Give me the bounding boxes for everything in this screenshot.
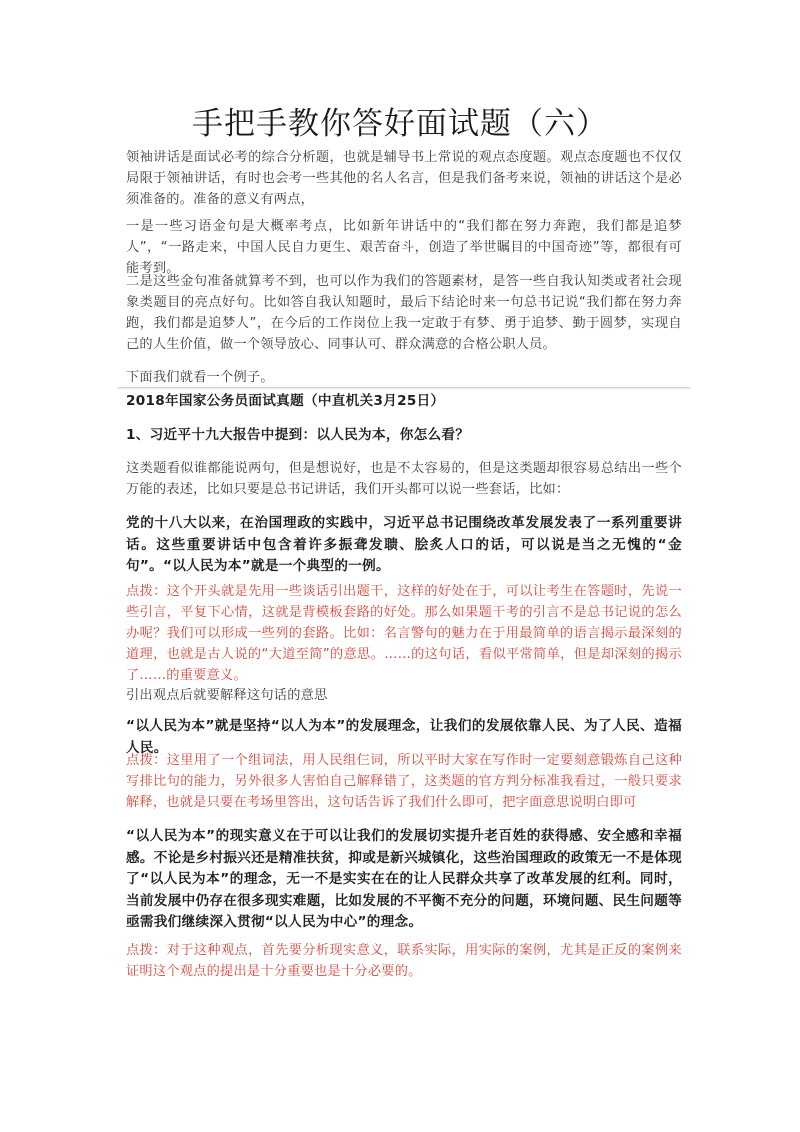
point-two-paragraph: 二是这些金句准备就算考不到，也可以作为我们的答题素材，是答一些自我认知类或者社会现象类题目的亮点好句。比如答自我认知题时，最后下结论时来一句总书记说“我们都在努力奔跑，我们都是追梦人”，在今后的工作岗位上我一定敢于有梦、勇于追梦、勤于圆梦，实现自己的人生价值，做一个领导放心、同事认可、群众满意的合格公职人员。 bbox=[126, 274, 682, 352]
exam-heading: 2018年国家公务员面试真题（中直机关3月25日） bbox=[126, 393, 445, 409]
tip-paragraph-1: 点拨：这个开头就是先用一些谈话引出题干，这样的好处在于，可以让考生在答题时，先说一些引言，平复下心情，这就是背模板套路的好处。那么如果题干考的引言不是总书记说的怎么办呢？我们可以形成一些列的套路。比如：名言警句的魅力在于用最简单的语言揭示最深刻的道理，也就是古人说的“大道至简”的意思。……的这句话，看似平常简单，但是却深刻的揭示了……的重要意义。 bbox=[126, 584, 682, 683]
analysis-paragraph: 这类题看似谁都能说两句，但是想说好，也是不太容易的，但是这类题却很容易总结出一些个万能的表述，比如只要是总书记讲话，我们开头都可以说一些套话，比如： bbox=[126, 461, 682, 497]
section-divider bbox=[118, 387, 690, 388]
page-title: 手把手教你答好面试题（六） bbox=[192, 106, 608, 142]
answer-explanation: “以人民为本”就是坚持“以人为本”的发展理念，让我们的发展依靠人民、为了人民、造福人民。 bbox=[126, 718, 682, 756]
intro-paragraph: 领袖讲话是面试必考的综合分析题，也就是辅导书上常说的观点态度题。观点态度题也不仅仅局限于领袖讲话，有时也会考一些其他的名人名言，但是我们备考来说，领袖的讲话这个是必须准备的。准备的意义有两点， bbox=[126, 150, 682, 207]
answer-significance: “以人民为本”的现实意义在于可以让我们的发展切实提升老百姓的获得感、安全感和幸福感。不论是乡村振兴还是精准扶贫，抑或是新兴城镇化，这些治国理政的政策无一不是体现了“以人民为本”的理念，无一不是实实在在的让人民群众共享了改革发展的红利。同时，当前发展中仍存在很多现实难题，比如发展的不平衡不充分的问题，环境问题、民生问题等亟需我们继续深入贯彻“以人民为中心”的理念。 bbox=[126, 828, 682, 930]
point-one-paragraph: 一是一些习语金句是大概率考点，比如新年讲话中的“我们都在努力奔跑，我们都是追梦人”，“一路走来，中国人民自力更生、艰苦奋斗，创造了举世瞩目的中国奇迹”等，都很有可能考到。 bbox=[126, 219, 682, 276]
question-heading: 1、习近平十九大报告中提到：以人民为本，你怎么看？ bbox=[126, 427, 470, 443]
answer-opening: 党的十八大以来，在治国理政的实践中，习近平总书记围绕改革发展发表了一系列重要讲话。这些重要讲话中包含着许多振聋发聩、脍炙人口的话，可以说是当之无愧的“金句”。“以人民为本”就是一个典型的一例。 bbox=[126, 515, 682, 574]
tip-paragraph-3: 点拨：对于这种观点，首先要分析现实意义，联系实际，用实际的案例，尤其是正反的案例来证明这个观点的提出是十分重要也是十分必要的。 bbox=[126, 943, 682, 979]
example-intro: 下面我们就看一个例子。 bbox=[126, 370, 274, 385]
tip-paragraph-2: 点拨：这里用了一个组词法，用人民组仨词，所以平时大家在写作时一定要刻意锻炼自己这种写排比句的能力，另外很多人害怕自己解释错了，这类题的官方判分标准我看过，一般只要求解释，也就是只要在考场里答出，这句话告诉了我们什么即可，把字面意思说明白即可 bbox=[126, 753, 682, 810]
explain-intro: 引出观点后就要解释这句话的意思 bbox=[126, 688, 328, 703]
